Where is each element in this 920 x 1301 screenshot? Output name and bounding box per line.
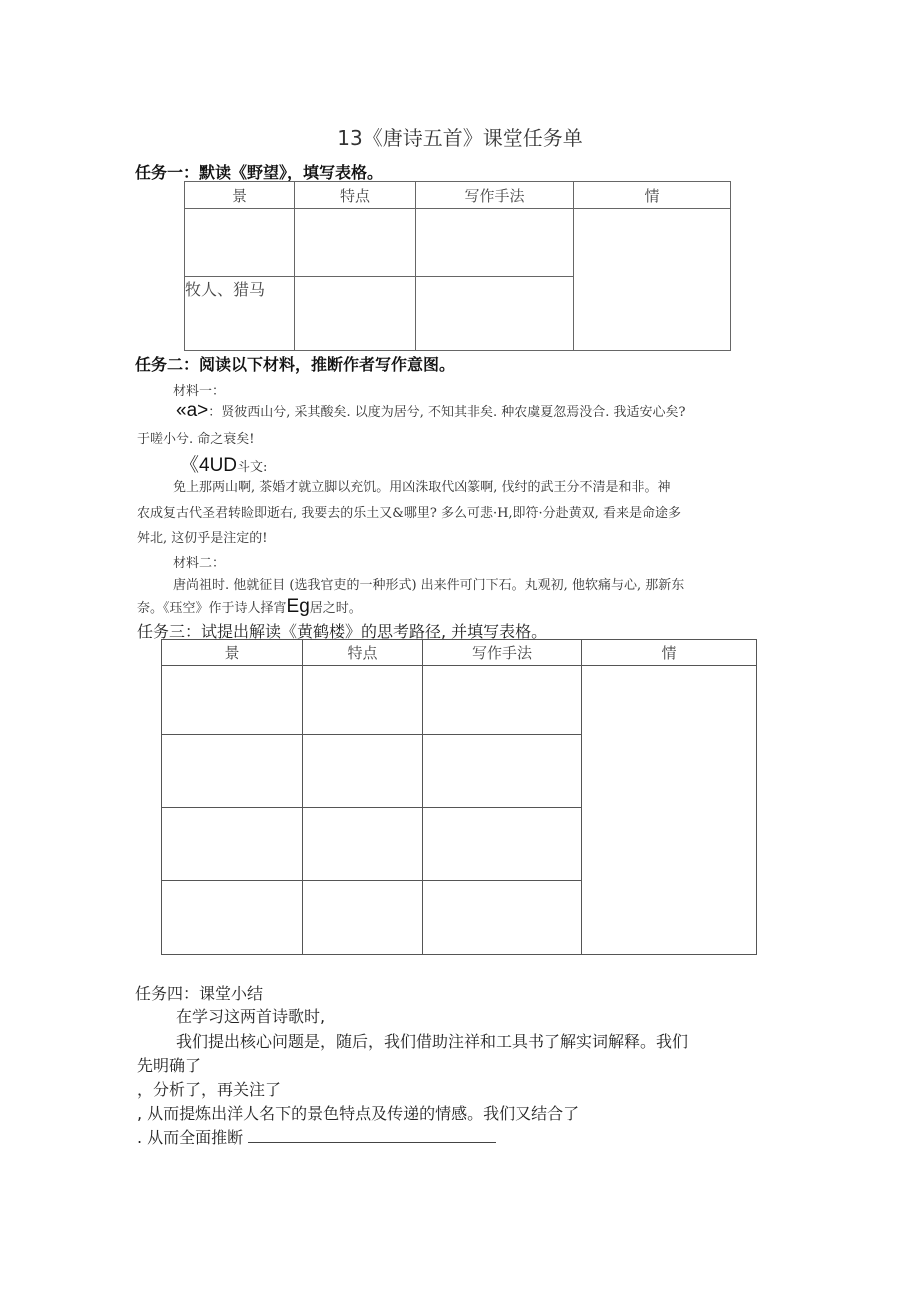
task3-cell-feature-3[interactable] [303, 808, 423, 881]
summary-line-4: ，分析了，再关注了 [137, 1080, 282, 1099]
material1-tag2: 《4UD [180, 455, 238, 476]
task1-heading: 任务一：默读《野望》，填写表格。 [135, 163, 384, 182]
task1-cell-scene-2[interactable] [185, 277, 295, 351]
material1-text1: ：贤彼西山兮, 采其酸矣. 以度为居兮, 不知其非矣. 种农虞夏忽焉没合. 我适安心矣? [208, 405, 686, 420]
material2-tag: Eg [286, 596, 310, 617]
task3-header-scene: 景 [162, 640, 303, 666]
material1-translation-1: 免上那两山啊, 茶婚才就立脚以充饥。用凶洙取代凶篆啊, 伐纣的武王分不清是和非。神 [173, 480, 671, 495]
summary-line-6-text: . 从而全面推断 [137, 1128, 244, 1147]
task1-table [184, 181, 731, 351]
material2-text2a: 奈。《珏空》作于诗人择宵 [137, 601, 287, 616]
task1-header-scene: 景 [185, 182, 295, 209]
task3-cell-technique-4[interactable] [423, 881, 582, 955]
material2-text2b: 居之时。 [309, 601, 362, 616]
task3-header-feature: 特点 [303, 640, 423, 666]
summary-fill-blank[interactable] [248, 1128, 496, 1143]
task3-cell-feature-2[interactable] [303, 735, 423, 808]
summary-line-1: 在学习这两首诗歌时, [176, 1007, 326, 1026]
task3-cell-scene-4[interactable] [162, 881, 303, 955]
task3-header-emotion: 情 [582, 640, 757, 666]
task1-cell-emotion[interactable] [574, 209, 731, 351]
material1-tag: «a> [176, 400, 209, 421]
material2-label: 材料二： [173, 556, 226, 571]
summary-line-2: 我们提出核心问题是，随后，我们借助注祥和工具书了解实词解释。我们 [176, 1032, 689, 1051]
task3-header-technique: 写作手法 [423, 640, 582, 666]
task3-cell-technique-1[interactable] [423, 666, 582, 735]
task1-scene-text: 牧人、猎马 [185, 280, 266, 299]
summary-line-3: 先明确了 [137, 1056, 202, 1075]
page-title: 13《唐诗五首》课堂任务单 [337, 126, 583, 150]
task3-cell-feature-1[interactable] [303, 666, 423, 735]
task1-header-technique: 写作手法 [416, 182, 574, 209]
material1-tag2-tail: 斗文: [237, 460, 268, 475]
task3-cell-scene-2[interactable] [162, 735, 303, 808]
task3-heading: 任务三：试提出解读《黄鹤楼》的思考路径, 并填写表格。 [137, 622, 548, 641]
material1-translation-3: 舛北, 这仞乎是注定的! [137, 531, 268, 546]
summary-line-6 [137, 1125, 496, 1148]
summary-line-5: , 从而提炼出洋人名下的景色特点及传递的情感。我们又结合了 [137, 1104, 580, 1123]
material1-label: 材料一： [173, 384, 226, 399]
task1-header-feature: 特点 [295, 182, 416, 209]
task3-cell-technique-2[interactable] [423, 735, 582, 808]
task3-table [161, 639, 757, 955]
task1-cell-feature-1[interactable] [295, 209, 416, 277]
task1-cell-technique-2[interactable] [416, 277, 574, 351]
task1-header-emotion: 情 [574, 182, 731, 209]
task4-heading: 任务四：课堂小结 [135, 984, 264, 1003]
material1-line1 [176, 400, 686, 422]
task3-cell-emotion[interactable] [582, 666, 757, 955]
task2-heading: 任务二：阅读以下材料，推断作者写作意图。 [135, 355, 456, 374]
material1-line2: 于嗟小兮. 命之衰矣! [137, 432, 255, 447]
material1-translation-label [180, 450, 267, 477]
task3-cell-scene-1[interactable] [162, 666, 303, 735]
task1-cell-feature-2[interactable] [295, 277, 416, 351]
task3-cell-scene-3[interactable] [162, 808, 303, 881]
task3-cell-technique-3[interactable] [423, 808, 582, 881]
material2-line2 [137, 596, 362, 618]
task1-cell-technique-1[interactable] [416, 209, 574, 277]
task1-cell-scene-1[interactable] [185, 209, 295, 277]
material1-translation-2: 农成复古代圣君转睑即逝右, 我要去的乐土又&哪里? 多么可悲·H,即符·分赴黄双, 看来是命途多 [137, 506, 681, 521]
material2-line1: 唐尚祖时. 他就征目 (选我官吏的一种形式) 出来件可门下石。丸观初, 他软痛与心, 那新东 [173, 578, 685, 593]
task3-cell-feature-4[interactable] [303, 881, 423, 955]
